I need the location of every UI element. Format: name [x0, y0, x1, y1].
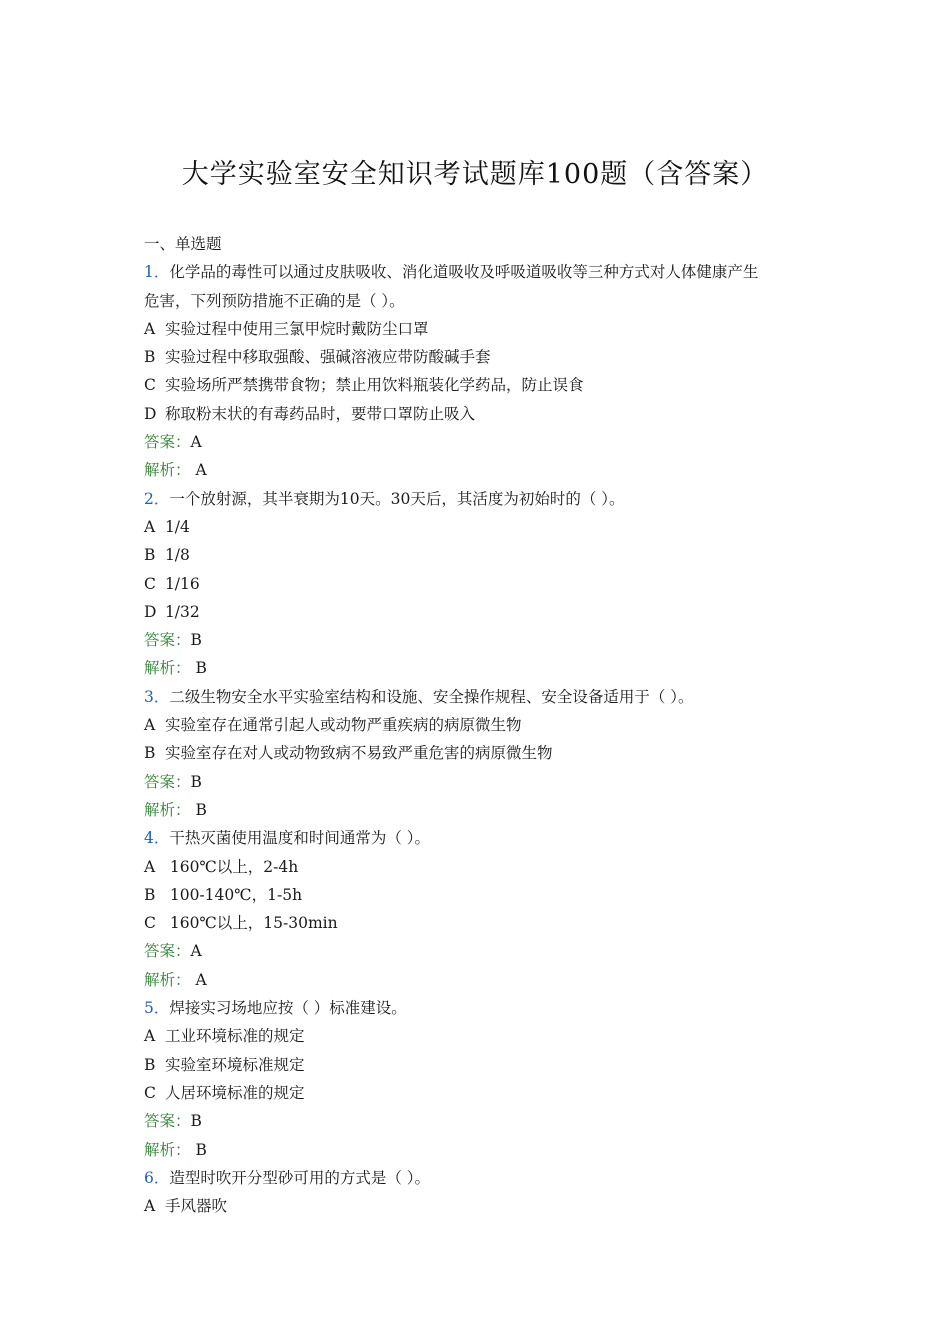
section-heading: 一、单选题 — [144, 235, 222, 253]
option-d: D 称取粉末状的有毒药品时，要带口罩防止吸入 — [144, 404, 475, 423]
option-d: D 1/32 — [144, 602, 200, 621]
option-a: A 实验室存在通常引起人或动物严重疾病的病原微生物 — [144, 716, 522, 735]
option-a: A 手风器吹 — [144, 1197, 227, 1216]
option-a: A 实验过程中使用三氯甲烷时戴防尘口罩 — [144, 319, 429, 338]
analysis-line: 解析： B — [144, 1140, 207, 1159]
question-stem: 4．干热灭菌使用温度和时间通常为（ ）。 — [144, 829, 431, 848]
option-b: B 实验过程中移取强酸、强碱溶液应带防酸碱手套 — [144, 348, 491, 367]
question-3 — [144, 683, 824, 824]
analysis-line: 解析： B — [144, 800, 207, 819]
question-stem: 1．化学品的毒性可以通过皮肤吸收、消化道吸收及呼吸道吸收等三种方式对人体健康产生 — [144, 263, 759, 282]
question-6 — [144, 1164, 824, 1221]
option-c: C 人居环境标准的规定 — [144, 1083, 305, 1102]
question-number: 6． — [144, 1168, 170, 1187]
option-a: A 1/4 — [144, 517, 190, 536]
option-b: B 100-140℃，1-5h — [144, 885, 303, 904]
option-c: C 实验场所严禁携带食物；禁止用饮料瓶装化学药品，防止误食 — [144, 376, 584, 395]
answer-line: 答案：A — [144, 942, 202, 961]
question-number: 2． — [144, 489, 170, 508]
option-b: B 1/8 — [144, 546, 190, 565]
question-4 — [144, 824, 824, 994]
question-5 — [144, 994, 824, 1164]
question-stem-continued: 危害，下列预防措施不正确的是（ ）。 — [144, 291, 405, 310]
question-stem: 3．二级生物安全水平实验室结构和设施、安全操作规程、安全设备适用于（ ）。 — [144, 687, 694, 706]
question-number: 1． — [144, 263, 170, 282]
answer-line: 答案：B — [144, 631, 202, 650]
question-stem: 6．造型时吹开分型砂可用的方式是（ ）。 — [144, 1168, 431, 1187]
question-stem: 5．焊接实习场地应按（ ）标准建设。 — [144, 999, 407, 1018]
analysis-line: 解析： A — [144, 970, 207, 989]
document-body — [144, 230, 824, 1220]
answer-line: 答案：B — [144, 772, 202, 791]
option-c: C 160℃以上，15-30min — [144, 914, 338, 933]
document-title: 大学实验室安全知识考试题库100题（含答案） — [181, 159, 769, 190]
option-a: A 160℃以上，2-4h — [144, 857, 299, 876]
question-stem: 2．一个放射源，其半衰期为10天。30天后，其活度为初始时的（ ）。 — [144, 489, 625, 508]
answer-line: 答案：A — [144, 433, 202, 452]
option-c: C 1/16 — [144, 574, 200, 593]
question-1 — [144, 258, 824, 484]
answer-line: 答案：B — [144, 1112, 202, 1131]
question-number: 3． — [144, 687, 170, 706]
option-b: B 实验室环境标准规定 — [144, 1055, 305, 1074]
option-b: B 实验室存在对人或动物致病不易致严重危害的病原微生物 — [144, 744, 553, 763]
question-number: 4． — [144, 829, 170, 848]
option-a: A 工业环境标准的规定 — [144, 1027, 305, 1046]
question-number: 5． — [144, 999, 170, 1018]
analysis-line: 解析： B — [144, 659, 207, 678]
analysis-line: 解析： A — [144, 461, 207, 480]
question-2 — [144, 485, 824, 683]
